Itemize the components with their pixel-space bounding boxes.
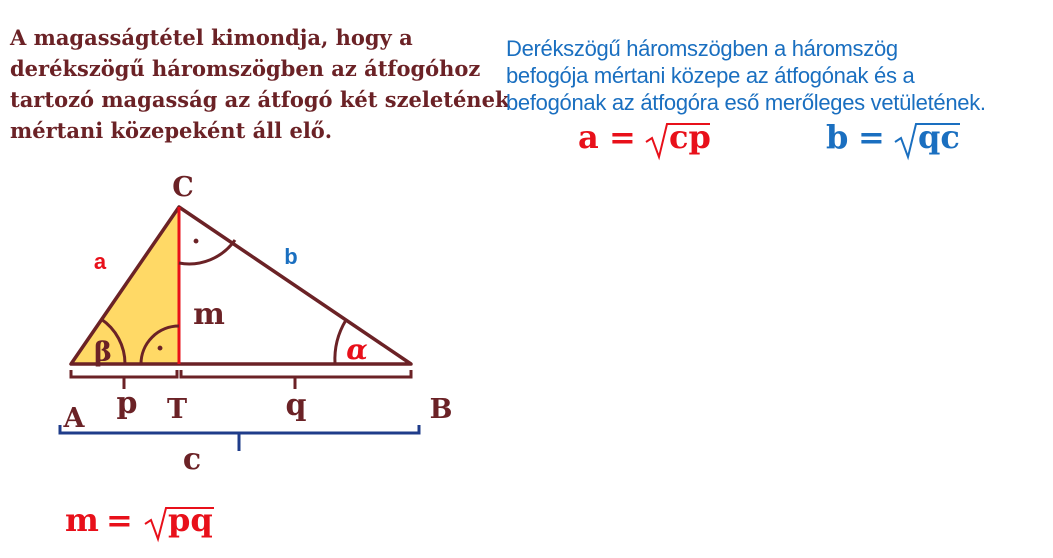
formula-b-radicand: qc	[918, 118, 960, 156]
vertex-a-label: A	[63, 403, 85, 434]
right-angle-c-dot: ·	[191, 227, 201, 257]
height-theorem-line-1: A magasságtétel kimondja, hogy a	[10, 25, 413, 50]
height-theorem-line-2: derékszögű háromszögben az átfogóhoz	[10, 56, 481, 81]
formula-b-lhs: b	[826, 118, 849, 156]
formula-m-lhs: m	[65, 501, 99, 539]
leg-theorem-line-2: befogója mértani közepe az átfogónak és a	[506, 63, 915, 88]
segment-p-bracket	[71, 370, 177, 377]
height-theorem-line-3: tartozó magasság az átfogó két szeletének	[10, 87, 510, 112]
segment-p-label: p	[116, 386, 138, 421]
segment-q-bracket	[181, 370, 411, 377]
formula-b	[826, 118, 960, 157]
formula-m-equals: =	[106, 501, 133, 539]
segment-q-label: q	[285, 388, 307, 423]
angle-beta-label: β	[94, 337, 112, 368]
leg-theorem-line-3: befogónak az átfogóra eső merőleges vetületének.	[506, 90, 986, 115]
angle-alpha-arc	[335, 320, 346, 364]
segment-c-bracket	[60, 425, 419, 433]
right-angle-t-dot: ·	[155, 334, 165, 364]
formula-m	[65, 501, 214, 539]
vertex-b-label: B	[429, 394, 453, 425]
side-b-label: b	[284, 244, 298, 269]
right-angle-c-arc	[179, 240, 235, 264]
formula-b-equals: =	[858, 118, 885, 156]
formula-a	[578, 118, 711, 157]
formula-a-equals: =	[609, 118, 636, 156]
formula-a-lhs: a	[578, 118, 599, 156]
height-theorem-line-4: mértani közepeként áll elő.	[10, 118, 333, 143]
formula-a-radicand: cp	[669, 118, 711, 156]
leg-theorem-line-1: Derékszögű háromszögben a háromszög	[506, 36, 898, 61]
vertex-c-label: C	[172, 172, 194, 203]
segment-c-label: c	[182, 442, 202, 477]
foot-t-label: T	[166, 394, 188, 425]
formula-m-radicand: pq	[168, 501, 213, 539]
side-a-label: a	[93, 249, 107, 274]
angle-alpha-label: α	[346, 333, 368, 366]
altitude-m-label: m	[193, 297, 225, 332]
